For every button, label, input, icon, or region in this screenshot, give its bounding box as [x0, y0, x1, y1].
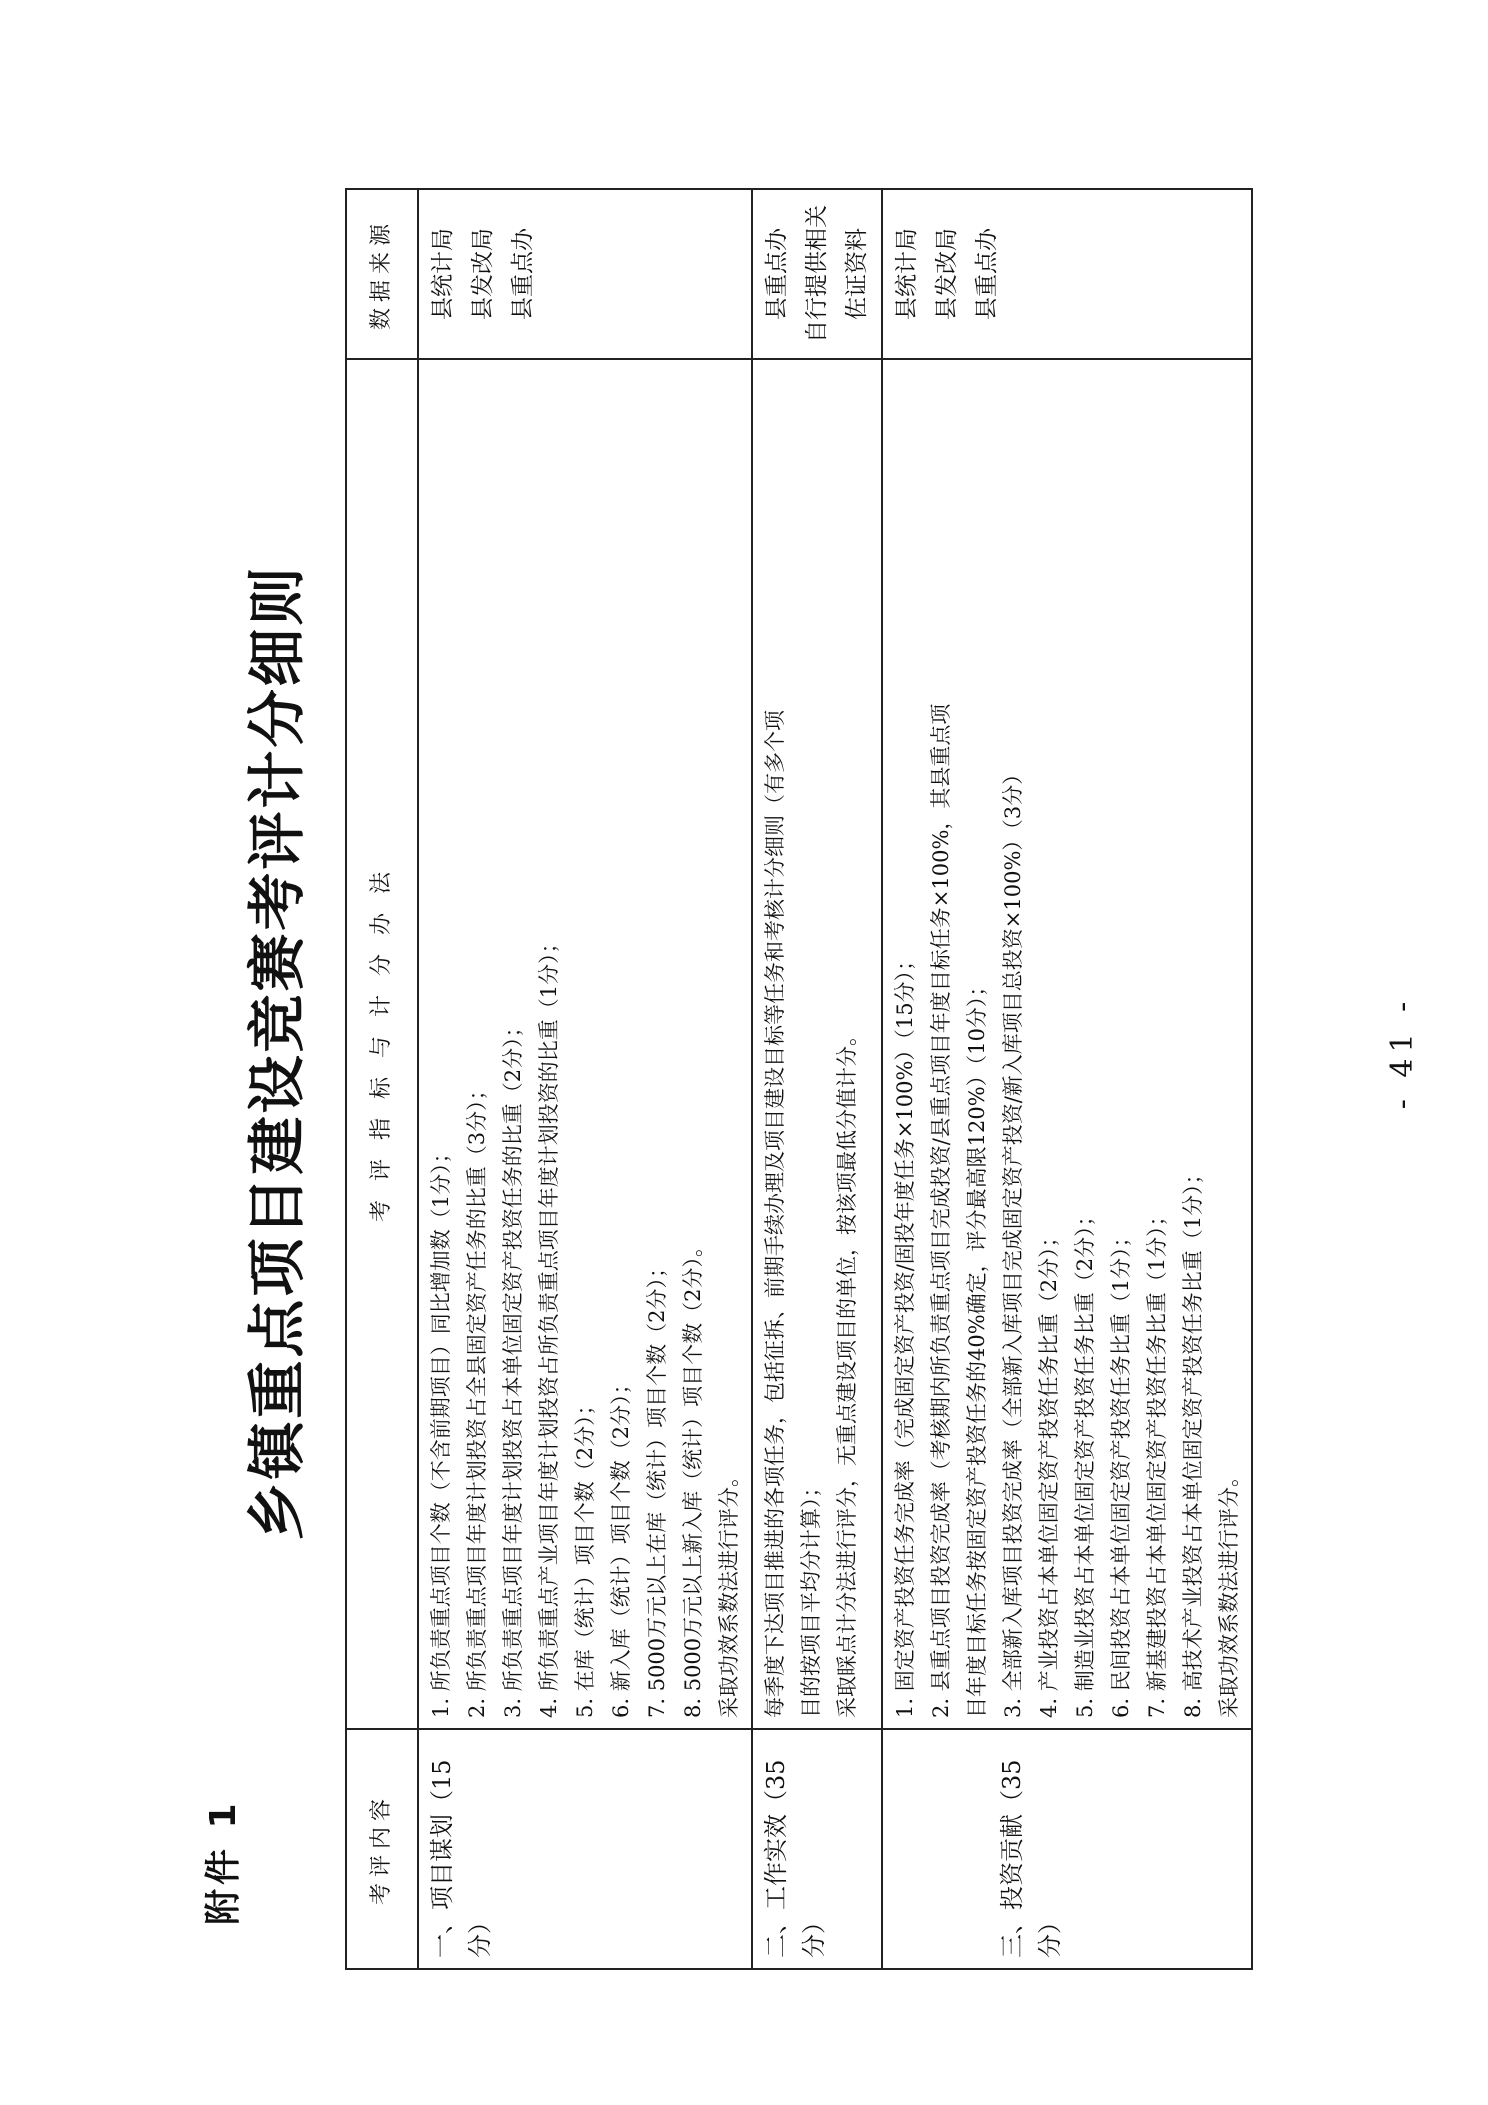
row-method [418, 359, 752, 1729]
row-category: 三、投资贡献（35分） [882, 1729, 1252, 1969]
source-line: 自行提供相关 [804, 205, 830, 343]
source-line: 县重点办 [510, 228, 536, 320]
table-row [418, 189, 752, 1969]
method-line: 8. 高技术产业投资占本单位固定资产投资任务比重（1分）； [1181, 1163, 1205, 1718]
row-category: 一、项目谋划（15分） [418, 1729, 752, 1969]
source-line: 县重点办 [764, 228, 790, 320]
table-row [882, 189, 1252, 1969]
method-line: 采取功效系数法进行评分。 [717, 1466, 741, 1718]
row-method [882, 359, 1252, 1729]
method-line: 目的按项目平均分计算）； [799, 1476, 823, 1718]
scoring-rules-table [345, 188, 1253, 1970]
method-line: 每季度下达项目推进的各项任务，包括征拆、前期手续办理及项目建设目标等任务和考核计分细则（有多个项 [763, 710, 787, 1718]
source-line: 县统计局 [894, 228, 920, 320]
row-source [882, 189, 1252, 359]
header-source: 数据来源 [346, 189, 418, 359]
method-line: 3. 所负责重点项目年度计划投资占本单位固定资产投资任务的比重（2分）； [501, 1016, 525, 1718]
method-line: 采取睬点计分法进行评分，无重点建设项目的单位，按该项最低分值计分。 [835, 1025, 859, 1718]
method-line: 2. 所负责重点项目年度计划投资占全县固定资产任务的比重（3分）； [465, 1079, 489, 1718]
row-category: 二、工作实效（35分） [752, 1729, 882, 1969]
source-line: 县发改局 [470, 228, 496, 320]
table-row [752, 189, 882, 1969]
source-line: 县重点办 [974, 228, 1000, 320]
table-header-row [346, 189, 418, 1969]
row-source [418, 189, 752, 359]
header-method: 考 评 指 标 与 计 分 办 法 [346, 359, 418, 1729]
row-source [752, 189, 882, 359]
method-line: 1. 所负责重点项目个数（不含前期项目）同比增加数（1分）； [429, 1142, 453, 1718]
source-line: 县统计局 [430, 228, 456, 320]
method-line: 4. 产业投资占本单位固定资产投资任务比重（2分）； [1037, 1226, 1061, 1718]
method-line: 8. 5000万元以上新入库（统计）项目个数（2分）。 [681, 1235, 705, 1718]
method-line: 5. 在库（统计）项目个数（2分）； [573, 1394, 597, 1718]
method-line: 1. 固定资产投资任务完成率（完成固定资产投资/固投年度任务×100%）（15分）； [893, 949, 917, 1718]
method-line: 5. 制造业投资占本单位固定资产投资任务比重（2分）； [1073, 1205, 1097, 1718]
method-line: 7. 新基建投资占本单位固定资产投资任务比重（1分）； [1145, 1205, 1169, 1718]
method-line: 2. 县重点项目投资完成率（考核期内所负责重点项目完成投资/县重点项目年度目标任务×100%，其县重点项 [929, 703, 953, 1718]
row-method [752, 359, 882, 1729]
header-category: 考评内容 [346, 1729, 418, 1969]
method-line: 目年度目标任务按固定资产投资任务的40%确定，评分最高限120%）（10分）； [965, 975, 989, 1718]
source-line: 佐证资料 [844, 228, 870, 320]
method-line: 4. 所负责重点产业项目年度计划投资占所负责重点项目年度计划投资的比重（1分）； [537, 932, 561, 1718]
method-line: 6. 新入库（统计）项目个数（2分）； [609, 1373, 633, 1718]
method-line: 7. 5000万元以上在库（统计）项目个数（2分）； [645, 1256, 669, 1718]
source-line: 县发改局 [934, 228, 960, 320]
method-line: 采取功效系数法进行评分。 [1217, 1466, 1241, 1718]
document-title: 乡镇重点项目建设竞赛考评计分细则 [243, 564, 311, 1541]
attachment-label: 附件 1 [203, 1799, 244, 1925]
method-line: 6. 民间投资占本单位固定资产投资任务比重（1分）； [1109, 1226, 1133, 1718]
page-number: - 41 - [1385, 995, 1420, 1110]
method-line: 3. 全部新入库项目投资完成率（全部新入库项目完成固定资产投资/新入库项目总投资×100%）（3分） [1001, 763, 1025, 1718]
